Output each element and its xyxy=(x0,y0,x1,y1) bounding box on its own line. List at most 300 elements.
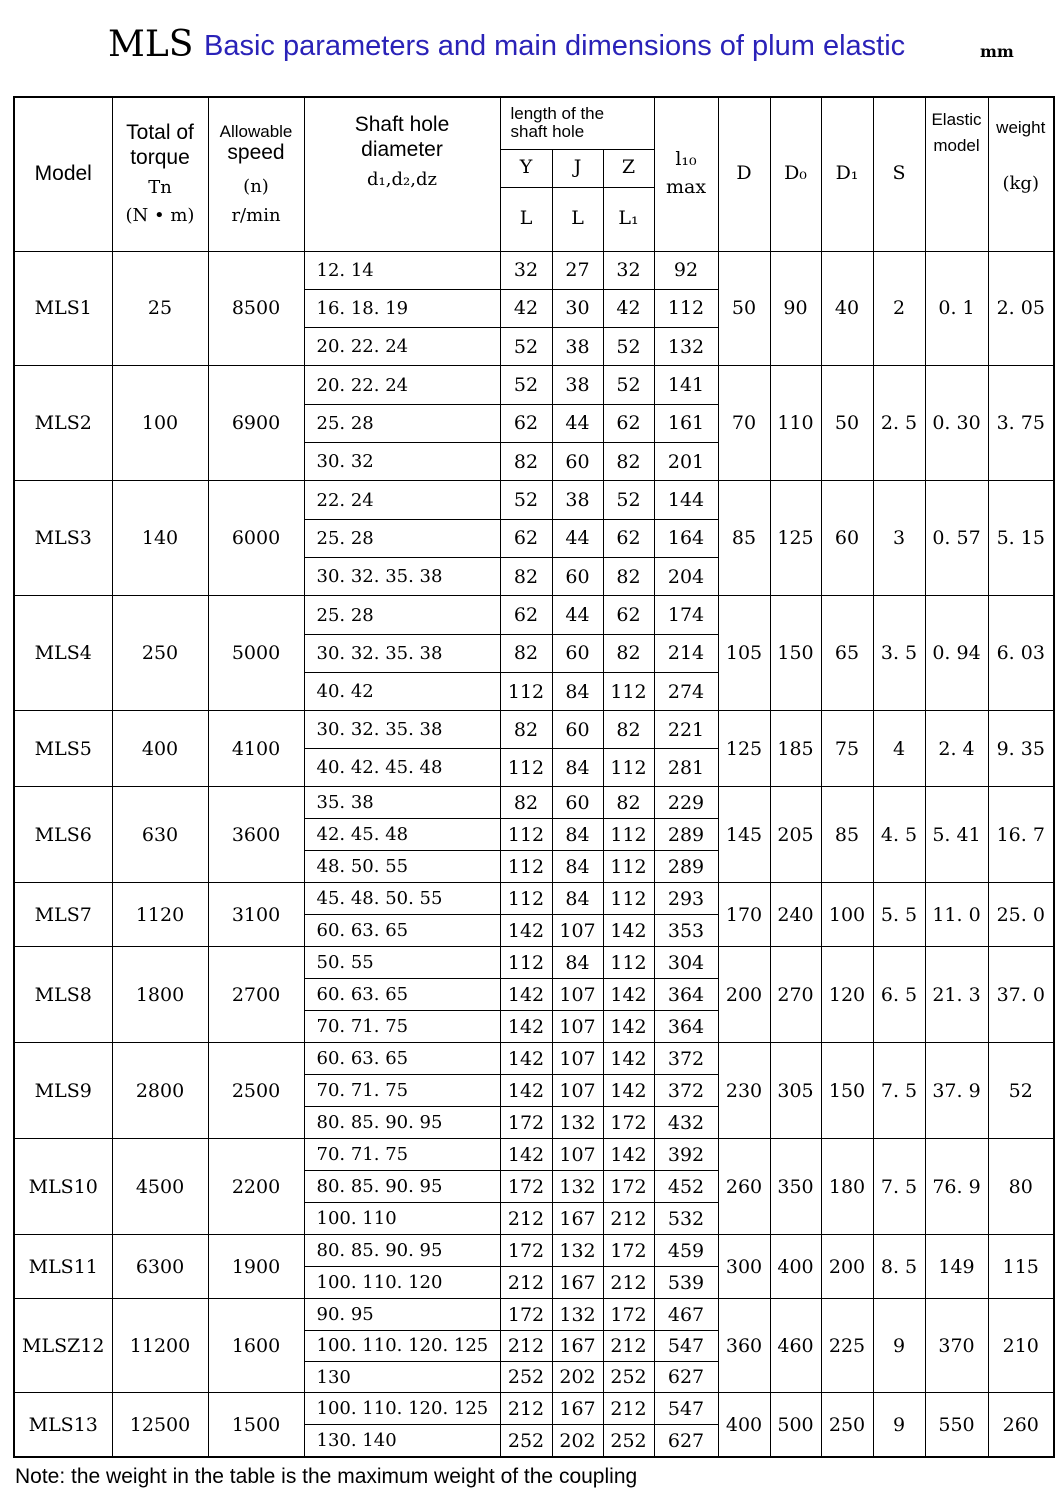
header-d1: D₁ xyxy=(821,97,873,251)
s-cell: 9 xyxy=(873,1299,925,1393)
elastic-cell: 0. 57 xyxy=(925,481,988,596)
length-j-cell: 44 xyxy=(552,404,603,442)
table-body xyxy=(14,251,1054,1457)
l0-max-cell: 392 xyxy=(654,1139,718,1171)
model-cell: MLS11 xyxy=(14,1235,112,1299)
length-j-cell: 60 xyxy=(552,558,603,596)
shaft-hole-cell: 60. 63. 65 xyxy=(304,1043,500,1075)
s-cell: 7. 5 xyxy=(873,1043,925,1139)
length-j-cell: 84 xyxy=(552,673,603,711)
length-y-cell: 82 xyxy=(500,558,552,596)
length-z-cell: 112 xyxy=(603,947,654,979)
length-y-cell: 32 xyxy=(500,251,552,289)
weight-cell: 260 xyxy=(988,1393,1054,1457)
torque-cell: 1120 xyxy=(112,883,208,947)
length-y-cell: 52 xyxy=(500,366,552,404)
length-y-cell: 172 xyxy=(500,1235,552,1267)
header-shaft-length: length of the shaft hole xyxy=(500,97,654,149)
shaft-hole-cell: 30. 32. 35. 38 xyxy=(304,558,500,596)
header-l-y: L xyxy=(500,187,552,251)
d1-cell: 150 xyxy=(821,1043,873,1139)
table-row xyxy=(14,947,1054,979)
speed-cell: 5000 xyxy=(208,596,304,711)
length-j-cell: 84 xyxy=(552,819,603,851)
table-header xyxy=(14,97,1054,251)
length-y-cell: 52 xyxy=(500,328,552,366)
length-j-cell: 84 xyxy=(552,851,603,883)
weight-cell: 2. 05 xyxy=(988,251,1054,366)
table-row xyxy=(14,1299,1054,1330)
s-cell: 3. 5 xyxy=(873,596,925,711)
shaft-hole-cell: 20. 22. 24 xyxy=(304,366,500,404)
d-cell: 300 xyxy=(718,1235,770,1299)
s-cell: 9 xyxy=(873,1393,925,1457)
length-z-cell: 32 xyxy=(603,251,654,289)
length-z-cell: 172 xyxy=(603,1171,654,1203)
l0-max-cell: 364 xyxy=(654,979,718,1011)
length-z-cell: 62 xyxy=(603,404,654,442)
shaft-hole-cell: 20. 22. 24 xyxy=(304,328,500,366)
length-y-cell: 212 xyxy=(500,1330,552,1361)
length-j-cell: 107 xyxy=(552,1075,603,1107)
title-unit: mm xyxy=(980,42,1014,61)
header-speed: Allowable speed (n) r/min xyxy=(208,97,304,251)
torque-cell: 12500 xyxy=(112,1393,208,1457)
length-z-cell: 52 xyxy=(603,328,654,366)
length-y-cell: 112 xyxy=(500,673,552,711)
speed-cell: 3600 xyxy=(208,787,304,883)
weight-cell: 6. 03 xyxy=(988,596,1054,711)
length-z-cell: 212 xyxy=(603,1267,654,1299)
length-j-cell: 167 xyxy=(552,1267,603,1299)
speed-cell: 4100 xyxy=(208,711,304,787)
table-row xyxy=(14,1393,1054,1425)
l0-max-cell: 304 xyxy=(654,947,718,979)
table-row xyxy=(14,366,1054,404)
s-cell: 2. 5 xyxy=(873,366,925,481)
torque-cell: 11200 xyxy=(112,1299,208,1393)
header-l-j: L xyxy=(552,187,603,251)
length-y-cell: 172 xyxy=(500,1299,552,1330)
l0-max-cell: 289 xyxy=(654,819,718,851)
length-z-cell: 62 xyxy=(603,519,654,557)
d1-cell: 65 xyxy=(821,596,873,711)
model-cell: MLS2 xyxy=(14,366,112,481)
length-j-cell: 202 xyxy=(552,1362,603,1393)
d-cell: 85 xyxy=(718,481,770,596)
d0-cell: 125 xyxy=(770,481,821,596)
elastic-cell: 21. 3 xyxy=(925,947,988,1043)
length-j-cell: 84 xyxy=(552,749,603,787)
d0-cell: 460 xyxy=(770,1299,821,1393)
weight-cell: 9. 35 xyxy=(988,711,1054,787)
length-j-cell: 60 xyxy=(552,634,603,672)
shaft-hole-cell: 80. 85. 90. 95 xyxy=(304,1171,500,1203)
model-cell: MLS10 xyxy=(14,1139,112,1235)
length-y-cell: 62 xyxy=(500,596,552,634)
d-cell: 200 xyxy=(718,947,770,1043)
l0-max-cell: 204 xyxy=(654,558,718,596)
s-cell: 4 xyxy=(873,711,925,787)
s-cell: 5. 5 xyxy=(873,883,925,947)
length-j-cell: 132 xyxy=(552,1235,603,1267)
shaft-hole-cell: 60. 63. 65 xyxy=(304,915,500,947)
l0-max-cell: 627 xyxy=(654,1425,718,1457)
shaft-hole-cell: 40. 42 xyxy=(304,673,500,711)
elastic-cell: 550 xyxy=(925,1393,988,1457)
length-j-cell: 107 xyxy=(552,915,603,947)
table-row xyxy=(14,787,1054,819)
length-z-cell: 112 xyxy=(603,673,654,711)
length-y-cell: 82 xyxy=(500,634,552,672)
torque-cell: 25 xyxy=(112,251,208,366)
length-j-cell: 107 xyxy=(552,1011,603,1043)
length-y-cell: 62 xyxy=(500,404,552,442)
d0-cell: 305 xyxy=(770,1043,821,1139)
table-row xyxy=(14,251,1054,289)
d0-cell: 400 xyxy=(770,1235,821,1299)
length-z-cell: 82 xyxy=(603,558,654,596)
shaft-hole-cell: 16. 18. 19 xyxy=(304,289,500,327)
length-y-cell: 212 xyxy=(500,1267,552,1299)
shaft-hole-cell: 80. 85. 90. 95 xyxy=(304,1107,500,1139)
length-y-cell: 252 xyxy=(500,1362,552,1393)
length-j-cell: 202 xyxy=(552,1425,603,1457)
l0-max-cell: 459 xyxy=(654,1235,718,1267)
elastic-cell: 0. 94 xyxy=(925,596,988,711)
torque-cell: 4500 xyxy=(112,1139,208,1235)
l0-max-cell: 539 xyxy=(654,1267,718,1299)
torque-cell: 100 xyxy=(112,366,208,481)
l0-max-cell: 532 xyxy=(654,1203,718,1235)
d1-cell: 40 xyxy=(821,251,873,366)
length-y-cell: 112 xyxy=(500,883,552,915)
header-d0: D₀ xyxy=(770,97,821,251)
table-row xyxy=(14,596,1054,634)
l0-max-cell: 281 xyxy=(654,749,718,787)
weight-cell: 80 xyxy=(988,1139,1054,1235)
elastic-cell: 0. 1 xyxy=(925,251,988,366)
d1-cell: 50 xyxy=(821,366,873,481)
length-y-cell: 142 xyxy=(500,1139,552,1171)
shaft-hole-cell: 100. 110 xyxy=(304,1203,500,1235)
length-y-cell: 112 xyxy=(500,947,552,979)
l0-max-cell: 467 xyxy=(654,1299,718,1330)
length-z-cell: 52 xyxy=(603,366,654,404)
footnote: Note: the weight in the table is the maximum weight of the coupling xyxy=(15,1465,638,1488)
length-j-cell: 132 xyxy=(552,1107,603,1139)
s-cell: 2 xyxy=(873,251,925,366)
speed-cell: 2200 xyxy=(208,1139,304,1235)
length-j-cell: 27 xyxy=(552,251,603,289)
title-text: Basic parameters and main dimensions of plum elastic xyxy=(204,30,906,62)
model-cell: MLS1 xyxy=(14,251,112,366)
weight-cell: 5. 15 xyxy=(988,481,1054,596)
elastic-cell: 37. 9 xyxy=(925,1043,988,1139)
l0-max-cell: 164 xyxy=(654,519,718,557)
length-z-cell: 172 xyxy=(603,1235,654,1267)
length-z-cell: 142 xyxy=(603,1139,654,1171)
weight-cell: 3. 75 xyxy=(988,366,1054,481)
elastic-cell: 149 xyxy=(925,1235,988,1299)
length-z-cell: 142 xyxy=(603,1011,654,1043)
shaft-hole-cell: 30. 32 xyxy=(304,443,500,481)
length-z-cell: 82 xyxy=(603,634,654,672)
length-z-cell: 212 xyxy=(603,1393,654,1425)
length-z-cell: 42 xyxy=(603,289,654,327)
header-shaft-hole: Shaft hole diameter d₁,d₂,dz xyxy=(304,97,500,251)
l0-max-cell: 221 xyxy=(654,711,718,749)
page-title xyxy=(0,18,1060,74)
speed-cell: 2700 xyxy=(208,947,304,1043)
length-z-cell: 112 xyxy=(603,883,654,915)
speed-cell: 1900 xyxy=(208,1235,304,1299)
table-row xyxy=(14,1235,1054,1267)
shaft-hole-cell: 130. 140 xyxy=(304,1425,500,1457)
header-z: Z xyxy=(603,149,654,187)
model-cell: MLS6 xyxy=(14,787,112,883)
d-cell: 170 xyxy=(718,883,770,947)
length-j-cell: 167 xyxy=(552,1203,603,1235)
length-z-cell: 212 xyxy=(603,1203,654,1235)
length-j-cell: 60 xyxy=(552,711,603,749)
length-z-cell: 252 xyxy=(603,1362,654,1393)
table-row xyxy=(14,883,1054,915)
length-y-cell: 142 xyxy=(500,1011,552,1043)
l0-max-cell: 452 xyxy=(654,1171,718,1203)
l0-max-cell: 353 xyxy=(654,915,718,947)
length-z-cell: 172 xyxy=(603,1107,654,1139)
d1-cell: 180 xyxy=(821,1139,873,1235)
shaft-hole-cell: 100. 110. 120. 125 xyxy=(304,1393,500,1425)
length-y-cell: 52 xyxy=(500,481,552,519)
d0-cell: 270 xyxy=(770,947,821,1043)
s-cell: 7. 5 xyxy=(873,1139,925,1235)
l0-max-cell: 372 xyxy=(654,1075,718,1107)
length-z-cell: 212 xyxy=(603,1330,654,1361)
torque-cell: 400 xyxy=(112,711,208,787)
shaft-hole-cell: 40. 42. 45. 48 xyxy=(304,749,500,787)
speed-cell: 6000 xyxy=(208,481,304,596)
header-y: Y xyxy=(500,149,552,187)
shaft-hole-cell: 30. 32. 35. 38 xyxy=(304,634,500,672)
model-cell: MLS4 xyxy=(14,596,112,711)
d-cell: 70 xyxy=(718,366,770,481)
model-cell: MLS8 xyxy=(14,947,112,1043)
length-j-cell: 107 xyxy=(552,1139,603,1171)
d1-cell: 60 xyxy=(821,481,873,596)
shaft-hole-cell: 130 xyxy=(304,1362,500,1393)
length-j-cell: 60 xyxy=(552,443,603,481)
shaft-hole-cell: 100. 110. 120 xyxy=(304,1267,500,1299)
length-y-cell: 212 xyxy=(500,1203,552,1235)
length-z-cell: 52 xyxy=(603,481,654,519)
length-y-cell: 82 xyxy=(500,443,552,481)
l0-max-cell: 141 xyxy=(654,366,718,404)
d1-cell: 75 xyxy=(821,711,873,787)
length-j-cell: 107 xyxy=(552,979,603,1011)
elastic-cell: 11. 0 xyxy=(925,883,988,947)
length-z-cell: 82 xyxy=(603,787,654,819)
speed-cell: 2500 xyxy=(208,1043,304,1139)
table-row xyxy=(14,711,1054,749)
length-z-cell: 62 xyxy=(603,596,654,634)
d-cell: 400 xyxy=(718,1393,770,1457)
header-torque: Total of torque Tn (N • m) xyxy=(112,97,208,251)
d-cell: 125 xyxy=(718,711,770,787)
model-cell: MLS13 xyxy=(14,1393,112,1457)
s-cell: 6. 5 xyxy=(873,947,925,1043)
length-j-cell: 38 xyxy=(552,366,603,404)
shaft-hole-cell: 25. 28 xyxy=(304,404,500,442)
table-row xyxy=(14,1043,1054,1075)
header-s: S xyxy=(873,97,925,251)
length-y-cell: 82 xyxy=(500,711,552,749)
length-z-cell: 142 xyxy=(603,1075,654,1107)
l0-max-cell: 274 xyxy=(654,673,718,711)
weight-cell: 210 xyxy=(988,1299,1054,1393)
length-j-cell: 84 xyxy=(552,947,603,979)
weight-cell: 16. 7 xyxy=(988,787,1054,883)
elastic-cell: 0. 30 xyxy=(925,366,988,481)
l0-max-cell: 229 xyxy=(654,787,718,819)
length-j-cell: 30 xyxy=(552,289,603,327)
length-j-cell: 167 xyxy=(552,1393,603,1425)
shaft-hole-cell: 25. 28 xyxy=(304,596,500,634)
d1-cell: 85 xyxy=(821,787,873,883)
length-z-cell: 82 xyxy=(603,443,654,481)
shaft-hole-cell: 50. 55 xyxy=(304,947,500,979)
d-cell: 360 xyxy=(718,1299,770,1393)
speed-cell: 3100 xyxy=(208,883,304,947)
spec-table xyxy=(13,96,1055,1458)
l0-max-cell: 627 xyxy=(654,1362,718,1393)
header-l0: l₁₀ max xyxy=(654,97,718,251)
length-y-cell: 212 xyxy=(500,1393,552,1425)
table-row xyxy=(14,1139,1054,1171)
elastic-cell: 5. 41 xyxy=(925,787,988,883)
l0-max-cell: 214 xyxy=(654,634,718,672)
shaft-hole-cell: 100. 110. 120. 125 xyxy=(304,1330,500,1361)
length-j-cell: 44 xyxy=(552,596,603,634)
d0-cell: 240 xyxy=(770,883,821,947)
weight-cell: 25. 0 xyxy=(988,883,1054,947)
length-y-cell: 82 xyxy=(500,787,552,819)
s-cell: 3 xyxy=(873,481,925,596)
length-z-cell: 142 xyxy=(603,915,654,947)
header-elastic: Elastic model xyxy=(925,97,988,251)
length-y-cell: 142 xyxy=(500,915,552,947)
length-y-cell: 112 xyxy=(500,851,552,883)
l0-max-cell: 547 xyxy=(654,1393,718,1425)
d0-cell: 90 xyxy=(770,251,821,366)
model-cell: MLS5 xyxy=(14,711,112,787)
l0-max-cell: 112 xyxy=(654,289,718,327)
s-cell: 8. 5 xyxy=(873,1235,925,1299)
d1-cell: 120 xyxy=(821,947,873,1043)
shaft-hole-cell: 90. 95 xyxy=(304,1299,500,1330)
s-cell: 4. 5 xyxy=(873,787,925,883)
d-cell: 105 xyxy=(718,596,770,711)
torque-cell: 250 xyxy=(112,596,208,711)
l0-max-cell: 289 xyxy=(654,851,718,883)
model-cell: MLSZ12 xyxy=(14,1299,112,1393)
length-z-cell: 142 xyxy=(603,1043,654,1075)
length-j-cell: 132 xyxy=(552,1299,603,1330)
d0-cell: 150 xyxy=(770,596,821,711)
length-y-cell: 172 xyxy=(500,1171,552,1203)
length-y-cell: 142 xyxy=(500,979,552,1011)
length-j-cell: 38 xyxy=(552,481,603,519)
model-cell: MLS9 xyxy=(14,1043,112,1139)
table-row xyxy=(14,481,1054,519)
d0-cell: 500 xyxy=(770,1393,821,1457)
length-z-cell: 172 xyxy=(603,1299,654,1330)
l0-max-cell: 372 xyxy=(654,1043,718,1075)
length-y-cell: 252 xyxy=(500,1425,552,1457)
header-j: J xyxy=(552,149,603,187)
l0-max-cell: 547 xyxy=(654,1330,718,1361)
d1-cell: 225 xyxy=(821,1299,873,1393)
d0-cell: 185 xyxy=(770,711,821,787)
torque-cell: 140 xyxy=(112,481,208,596)
header-model: Model xyxy=(14,97,112,251)
torque-cell: 2800 xyxy=(112,1043,208,1139)
l0-max-cell: 364 xyxy=(654,1011,718,1043)
d1-cell: 250 xyxy=(821,1393,873,1457)
shaft-hole-cell: 45. 48. 50. 55 xyxy=(304,883,500,915)
l0-max-cell: 92 xyxy=(654,251,718,289)
length-z-cell: 252 xyxy=(603,1425,654,1457)
header-l-z: L₁ xyxy=(603,187,654,251)
length-z-cell: 112 xyxy=(603,851,654,883)
elastic-cell: 370 xyxy=(925,1299,988,1393)
d0-cell: 205 xyxy=(770,787,821,883)
length-y-cell: 62 xyxy=(500,519,552,557)
shaft-hole-cell: 30. 32. 35. 38 xyxy=(304,711,500,749)
l0-max-cell: 293 xyxy=(654,883,718,915)
d1-cell: 100 xyxy=(821,883,873,947)
header-weight: weight (kg) xyxy=(988,97,1054,251)
l0-max-cell: 144 xyxy=(654,481,718,519)
speed-cell: 6900 xyxy=(208,366,304,481)
shaft-hole-cell: 48. 50. 55 xyxy=(304,851,500,883)
length-j-cell: 60 xyxy=(552,787,603,819)
length-y-cell: 142 xyxy=(500,1043,552,1075)
l0-max-cell: 132 xyxy=(654,328,718,366)
d-cell: 145 xyxy=(718,787,770,883)
title-prefix: MLS xyxy=(108,24,194,65)
shaft-hole-cell: 70. 71. 75 xyxy=(304,1139,500,1171)
weight-cell: 115 xyxy=(988,1235,1054,1299)
speed-cell: 1500 xyxy=(208,1393,304,1457)
speed-cell: 1600 xyxy=(208,1299,304,1393)
shaft-hole-cell: 80. 85. 90. 95 xyxy=(304,1235,500,1267)
shaft-hole-cell: 35. 38 xyxy=(304,787,500,819)
torque-cell: 1800 xyxy=(112,947,208,1043)
length-y-cell: 112 xyxy=(500,819,552,851)
shaft-hole-cell: 70. 71. 75 xyxy=(304,1011,500,1043)
d-cell: 50 xyxy=(718,251,770,366)
length-y-cell: 142 xyxy=(500,1075,552,1107)
l0-max-cell: 161 xyxy=(654,404,718,442)
length-j-cell: 84 xyxy=(552,883,603,915)
length-j-cell: 38 xyxy=(552,328,603,366)
d0-cell: 110 xyxy=(770,366,821,481)
torque-cell: 630 xyxy=(112,787,208,883)
shaft-hole-cell: 70. 71. 75 xyxy=(304,1075,500,1107)
weight-cell: 37. 0 xyxy=(988,947,1054,1043)
